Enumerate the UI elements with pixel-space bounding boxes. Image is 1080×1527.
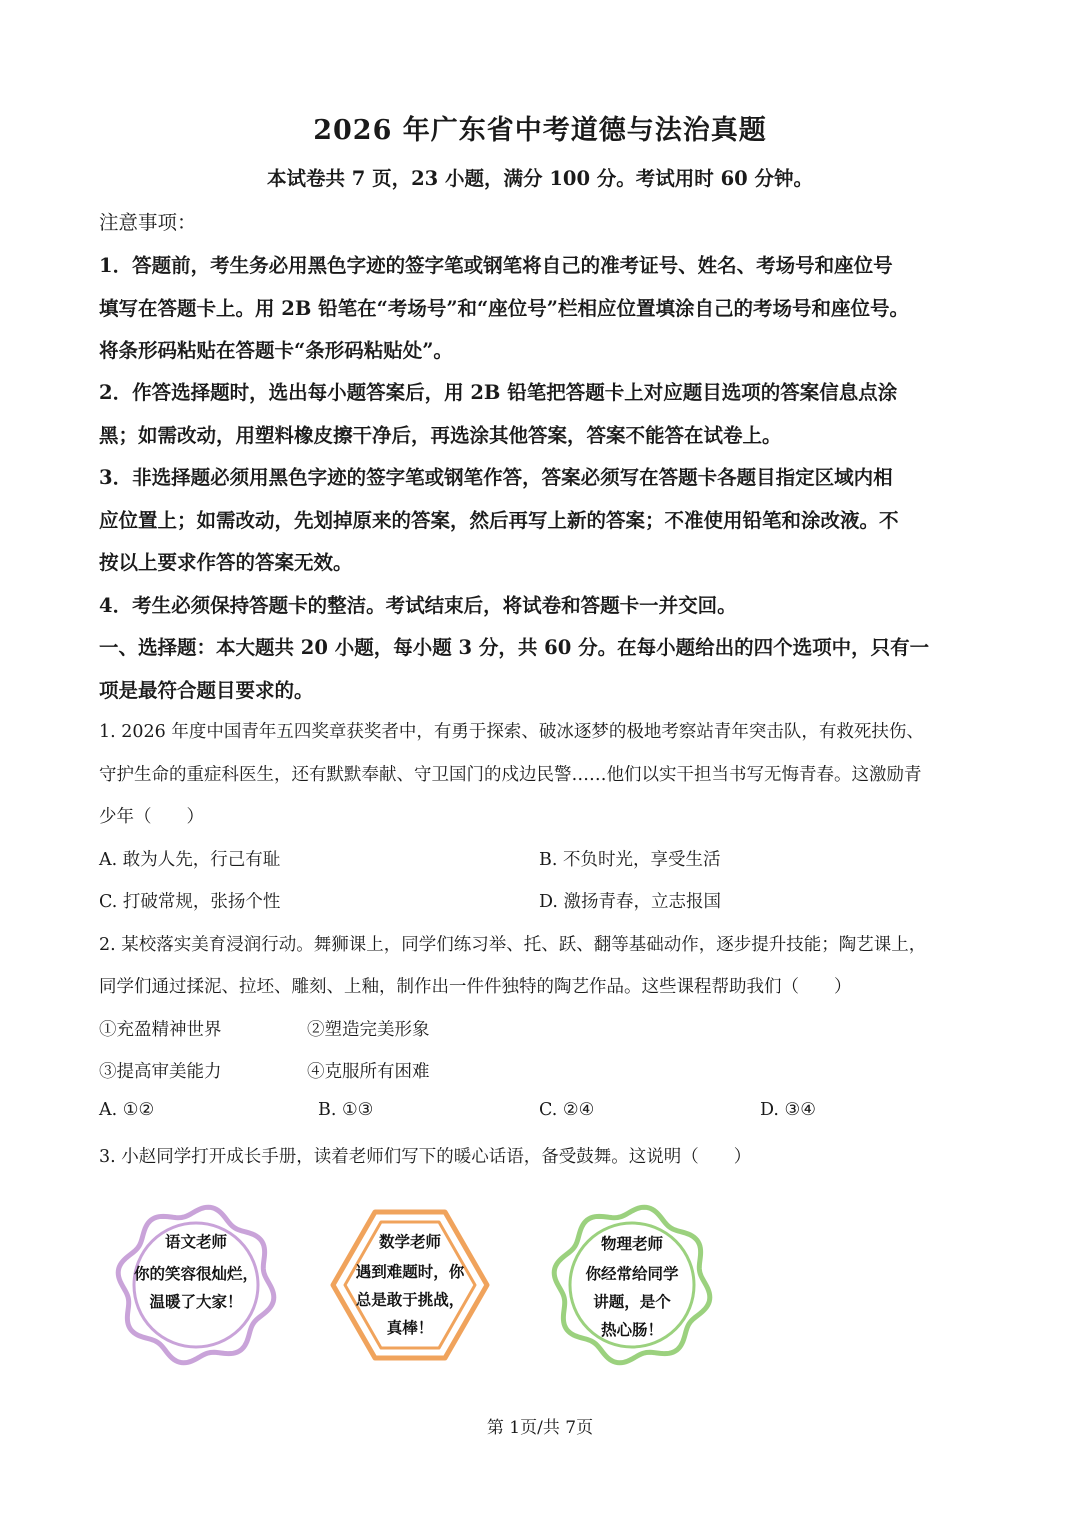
question-2-option-c: C. ②④ xyxy=(539,1100,595,1120)
question-2-item: ③提高审美能力 xyxy=(99,1062,222,1082)
section-heading: 一、选择题：本大题共 20 小题，每小题 3 分，共 60 分。在每小题给出的四个选项中，只有一 xyxy=(99,636,930,659)
teacher-comment-badge-physics xyxy=(547,1200,717,1370)
question-1-option-d: D. 激扬青春，立志报国 xyxy=(539,892,722,912)
question-1-text: 少年（ ） xyxy=(99,807,204,827)
question-1-option-b: B. 不负时光，享受生活 xyxy=(539,850,721,870)
notice-line: 4．考生必须保持答题卡的整洁。考试结束后，将试卷和答题卡一并交回。 xyxy=(99,594,737,617)
question-1-option-c: C. 打破常规，张扬个性 xyxy=(99,892,281,912)
notice-line: 填写在答题卡上。用 2B 铅笔在“考场号”和“座位号”栏相应位置填涂自己的考场号和座位号。 xyxy=(99,297,909,320)
question-1-text: 守护生命的重症科医生，还有默默奉献、守卫国门的戍边民警……他们以实干担当书写无悔青春。这激励青 xyxy=(99,765,922,785)
badge-comment: 总是敢于挑战， xyxy=(355,1291,465,1309)
question-3-text: 3. 小赵同学打开成长手册，读着老师们写下的暖心话语，备受鼓舞。这说明（ ） xyxy=(99,1147,752,1167)
notice-line: 1．答题前，考生务必用黑色字迹的签字笔或钢笔将自己的准考证号、姓名、考场号和座位号 xyxy=(99,254,893,277)
teacher-comment-badge-chinese xyxy=(111,1200,281,1370)
exam-info: 本试卷共 7 页，23 小题，满分 100 分。考试用时 60 分钟。 xyxy=(266,167,814,190)
question-2-item: ①充盈精神世界 xyxy=(99,1020,222,1040)
notice-line: 将条形码粘贴在答题卡“条形码粘贴处”。 xyxy=(99,339,453,362)
badge-comment: 你经常给同学 xyxy=(585,1265,679,1283)
notice-heading: 注意事项： xyxy=(99,211,197,234)
question-1-option-a: A. 敢为人先，行己有耻 xyxy=(99,850,281,870)
badge-comment: 真棒！ xyxy=(386,1319,434,1337)
question-2-text: 同学们通过揉泥、拉坯、雕刻、上釉，制作出一件件独特的陶艺作品。这些课程帮助我们（ ） xyxy=(99,977,852,997)
notice-line: 2．作答选择题时，选出每小题答案后，用 2B 铅笔把答题卡上对应题目选项的答案信息点涂 xyxy=(99,381,898,404)
page-title: 2026 年广东省中考道德与法治真题 xyxy=(313,115,767,146)
notice-line: 黑；如需改动，用塑料橡皮擦干净后，再选涂其他答案，答案不能答在试卷上。 xyxy=(99,424,782,447)
page-number: 第 1页/共 7页 xyxy=(486,1418,594,1438)
question-2-option-b: B. ①③ xyxy=(318,1100,374,1120)
badge-comment: 温暖了大家！ xyxy=(149,1293,243,1311)
teacher-comment-badge-math xyxy=(325,1200,495,1370)
question-2-text: 2. 某校落实美育浸润行动。舞狮课上，同学们练习举、托、跃、翻等基础动作，逐步提升技能；陶艺课上， xyxy=(99,935,927,955)
badge-teacher: 物理老师 xyxy=(600,1235,663,1253)
question-2-option-a: A. ①② xyxy=(99,1100,155,1120)
notice-line: 按以上要求作答的答案无效。 xyxy=(99,551,353,574)
question-2-item: ④克服所有困难 xyxy=(307,1062,430,1082)
badge-comment: 热心肠！ xyxy=(600,1321,663,1339)
question-2-item: ②塑造完美形象 xyxy=(307,1020,430,1040)
notice-line: 应位置上；如需改动，先划掉原来的答案，然后再写上新的答案；不准使用铅笔和涂改液。不 xyxy=(99,509,899,532)
notice-line: 3．非选择题必须用黑色字迹的签字笔或钢笔作答，答案必须写在答题卡各题目指定区域内相 xyxy=(99,466,893,489)
question-2-option-d: D. ③④ xyxy=(760,1100,816,1120)
badge-comment: 你的笑容很灿烂， xyxy=(133,1265,258,1283)
badge-comment: 遇到难题时，你 xyxy=(355,1263,465,1281)
badge-comment: 讲题，是个 xyxy=(593,1293,671,1311)
section-heading: 项是最符合题目要求的。 xyxy=(99,679,314,702)
badge-teacher: 语文老师 xyxy=(164,1233,227,1251)
badge-teacher: 数学老师 xyxy=(378,1233,441,1251)
question-1-text: 1. 2026 年度中国青年五四奖章获奖者中，有勇于探索、破冰逐梦的极地考察站青年突击队，有救死扶伤、 xyxy=(99,722,924,742)
